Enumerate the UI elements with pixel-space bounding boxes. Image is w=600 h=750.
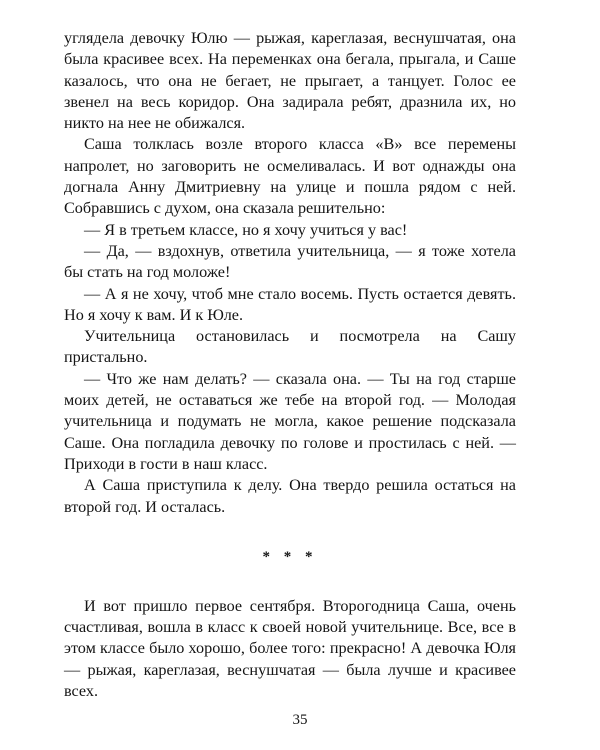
- dialogue-line: — Я в третьем классе, но я хочу учиться у вас!: [84, 220, 408, 239]
- dialogue-line: — Что же нам делать? — сказала она. — Ты на год старше моих детей, не оставаться же тебе на второй год. — Молодая учительница и подумать не могла, какое решение подсказала Саше. Она погладила девочку по голове и простилась с ней. — Приходи в гости в наш класс.: [64, 369, 516, 473]
- dialogue-line: — А я не хочу, чтоб мне стало восемь. Пусть остается девять. Но я хочу к вам. И к Юле.: [64, 284, 516, 324]
- page-body: [64, 28, 516, 702]
- paragraph-continuation: углядела девочку Юлю — рыжая, кареглазая, веснушчатая, она была красивее всех. На переменках она бегала, прыгала, и Саше казалось, что она не бегает, не прыгает, а танцует. Голос ее звенел на весь коридор. Она задирала ребят, дразнила их, но никто на нее не обижался.: [64, 29, 516, 133]
- dialogue-line: — Да, — вздохнув, ответила учительница, — я тоже хотела бы стать на год моложе!: [64, 241, 516, 282]
- page-number: 35: [292, 712, 308, 728]
- paragraph: Саша толклась возле второго класса «В» все перемены напролет, но заговорить не осмеливалась. И вот однажды она догнала Анну Дмитриевну на улице и пошла рядом с ней. Собравшись с духом, она сказала решительно:: [64, 135, 516, 218]
- paragraph: А Саша приступила к делу. Она твердо решила остаться на второй год. И осталась.: [64, 476, 516, 516]
- paragraph: Учительница остановилась и посмотрела на Сашу пристально.: [64, 327, 516, 367]
- paragraph: И вот пришло первое сентября. Второгодница Саша, очень счастливая, вошла в класс к своей новой учительнице. Все, все в этом классе было хорошо, более того: прекрасно! А девочка Юля — рыжая, кареглазая, веснушчатая — была лучше и красивее всех.: [64, 596, 516, 701]
- section-separator: * * *: [262, 548, 318, 565]
